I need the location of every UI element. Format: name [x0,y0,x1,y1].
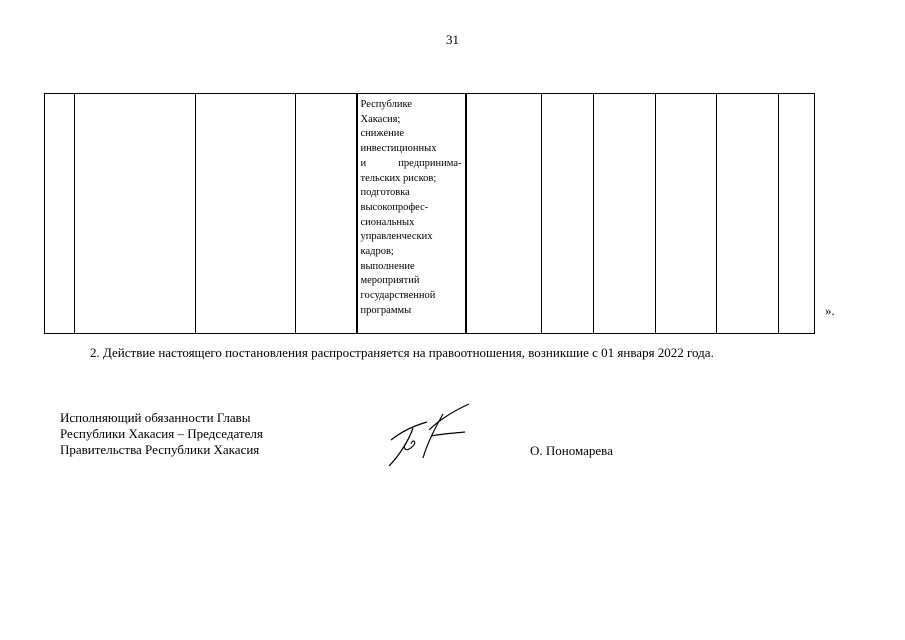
table-cell [542,94,594,334]
cell-text-word: и [360,157,367,169]
table-cell [717,94,779,334]
cell-text-word: предпринима- [398,157,462,169]
cell-text-line: Хакасия; [360,113,401,125]
table-cell [45,94,75,334]
page-number: 31 [446,32,459,47]
table-cell [196,94,296,334]
cell-text-line: высокопрофес- [360,201,429,213]
cell-text-line [361,157,462,172]
table-cell [779,94,815,334]
cell-text-line: выполнение [360,260,415,272]
table-cell-text [357,94,466,334]
table-cell [656,94,717,334]
cell-text-line: Республике [360,99,412,110]
closing-quote: ». [825,303,835,318]
signatory-title-line: Исполняющий обязанности Главы [60,410,251,425]
table-cell [594,94,656,334]
measures-table [44,93,815,334]
cell-text-line: снижение [360,128,405,140]
cell-text-line: тельских рисков; [360,172,437,184]
table-row [45,94,815,334]
cell-text-line: управленческих [360,231,433,243]
table-cell [466,94,542,334]
signatory-name: О. Пономарева [530,443,613,458]
signatory-title-line: Республики Хакасия – Председателя [60,426,263,441]
signatory-title [60,410,263,458]
cell-text-line: инвестиционных [360,143,437,155]
handwritten-signature [383,400,475,470]
cell-text-line: кадров; [360,246,394,258]
signatory-title-line: Правительства Республики Хакасия [60,442,260,457]
table-cell [296,94,357,334]
cell-text-line: подготовка [360,187,410,199]
cell-text-line: мероприятий [360,275,420,287]
cell-text-line: государственной [360,290,436,302]
paragraph-2: 2. Действие настоящего постановления распространяется на правоотношения, возникшие с 01 января 2022 года. [90,345,714,360]
cell-text-line: программы [360,304,412,316]
table-cell [75,94,196,334]
cell-text-line: сиональных [360,216,415,228]
